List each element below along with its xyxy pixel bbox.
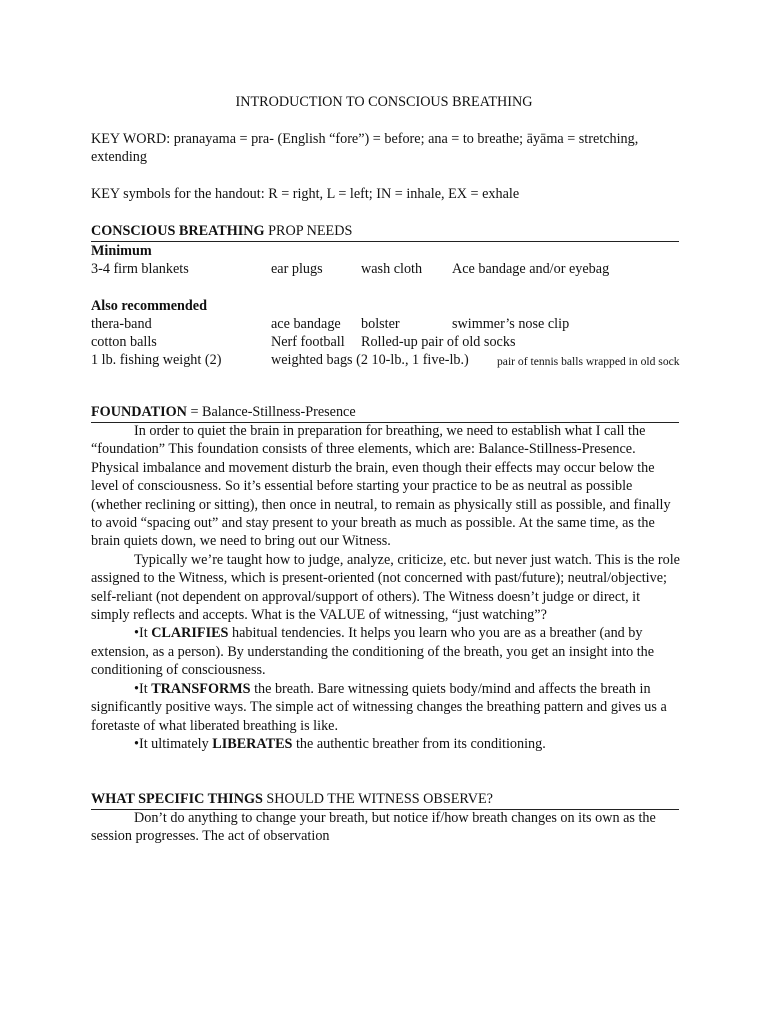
witness-heading-rest: SHOULD THE WITNESS OBSERVE?: [262, 791, 493, 807]
liberates-bullet: [91, 735, 681, 753]
bullet-text: the authentic breather from its conditioning.: [292, 735, 546, 752]
recommended-row: [91, 315, 691, 333]
prop-item: wash cloth: [361, 261, 423, 277]
prop-item: Ace bandage and/or eyebag: [452, 261, 610, 277]
prop-item: weighted bags (2 10-lb., 1 five-lb.): [271, 352, 469, 368]
prop-item: Nerf football: [271, 334, 345, 350]
foundation-paragraph: In order to quiet the brain in preparation for breathing, we need to establish what I call the “foundation” This foundation consists of three elements, which are: Balance-Stillness-Presence. Physical imbalance and movement disturb the brain, even though their effects may occur below the level of consciousness. So it’s essential before starting your practice to be as neutral as possible (whether reclining or sitting), then once in neutral, to remain as physically still as possible, and finally to avoid “spacing out” and stay present to your breath as much as possible. At the same time, as the brain quiets down, we need to bring out our Witness.: [91, 423, 671, 550]
witness-heading: [91, 790, 679, 810]
bullet-prefix: •It: [134, 680, 152, 697]
witness-paragraph: Typically we’re taught how to judge, analyze, criticize, etc. but never just watch. This is the role assigned to the Witness, which is present-oriented (not concerned with past/future); neutral/objective; self-reliant (not dependent on approval/support of others). The Witness doesn’t judge or direct, it simply reflects and accepts. What is the VALUE of witnessing, “just watching”?: [91, 551, 680, 624]
transforms-bullet: [91, 680, 681, 735]
prop-item: cotton balls: [91, 334, 157, 350]
prop-needs-heading-rest: PROP NEEDS: [264, 223, 353, 239]
witness-body: [91, 809, 681, 846]
symbols-line: KEY symbols for the handout: R = right, L = left; IN = inhale, EX = exhale: [91, 186, 520, 202]
prop-needs-heading: [91, 222, 679, 242]
prop-item: bolster: [361, 316, 400, 332]
prop-item: 1 lb. fishing weight (2): [91, 352, 222, 368]
prop-needs-heading-bold: CONSCIOUS BREATHING: [91, 223, 265, 239]
bullet-text: the breath. Bare witnessing quiets body/mind and affects the breath in significantly positive ways. The simple act of witnessing changes the breathing pattern and gives us a foretaste of what liberated breathing is like.: [91, 680, 667, 734]
observation-paragraph: Don’t do anything to change your breath, but notice if/how breath changes on its own as the session progresses. The act of observation: [91, 810, 656, 845]
bullet-keyword: CLARIFIES: [151, 625, 229, 642]
bullet-prefix: •It ultimately: [134, 735, 213, 752]
prop-item: thera-band: [91, 316, 152, 332]
recommended-row: [91, 333, 691, 351]
prop-item: ear plugs: [271, 261, 323, 277]
witness-heading-bold: WHAT SPECIFIC THINGS: [91, 791, 263, 807]
bullet-text: habitual tendencies. It helps you learn who you are as a breather (and by extension, as a person). By understanding the conditioning of the breath, you get an insight into the conditioning of consciousness.: [91, 625, 655, 679]
prop-item: Rolled-up pair of old socks: [361, 334, 516, 350]
bullet-keyword: LIBERATES: [212, 735, 293, 752]
bullet-keyword: TRANSFORMS: [151, 680, 251, 697]
recommended-label: [91, 297, 681, 315]
keyword-line: KEY WORD: pranayama = pra- (English “fore”) = before; ana = to breathe; āyāma = stretching, extending: [91, 131, 639, 166]
bullet-prefix: •It: [134, 625, 152, 642]
recommended-label-text: Also recommended: [91, 298, 207, 314]
foundation-heading: [91, 403, 679, 423]
prop-item-small: pair of tennis balls wrapped in old sock: [497, 355, 680, 368]
page-title: INTRODUCTION TO CONSCIOUS BREATHING: [235, 94, 533, 110]
clarifies-bullet: [91, 624, 681, 679]
foundation-body: [91, 422, 681, 753]
prop-item: 3-4 firm blankets: [91, 261, 189, 277]
foundation-heading-bold: FOUNDATION: [91, 404, 187, 420]
prop-item: swimmer’s nose clip: [452, 316, 570, 332]
prop-item: ace bandage: [271, 316, 341, 332]
foundation-heading-rest: = Balance-Stillness-Presence: [186, 404, 356, 420]
minimum-label-text: Minimum: [91, 243, 152, 259]
minimum-label: [91, 242, 681, 260]
minimum-row: [91, 260, 691, 278]
